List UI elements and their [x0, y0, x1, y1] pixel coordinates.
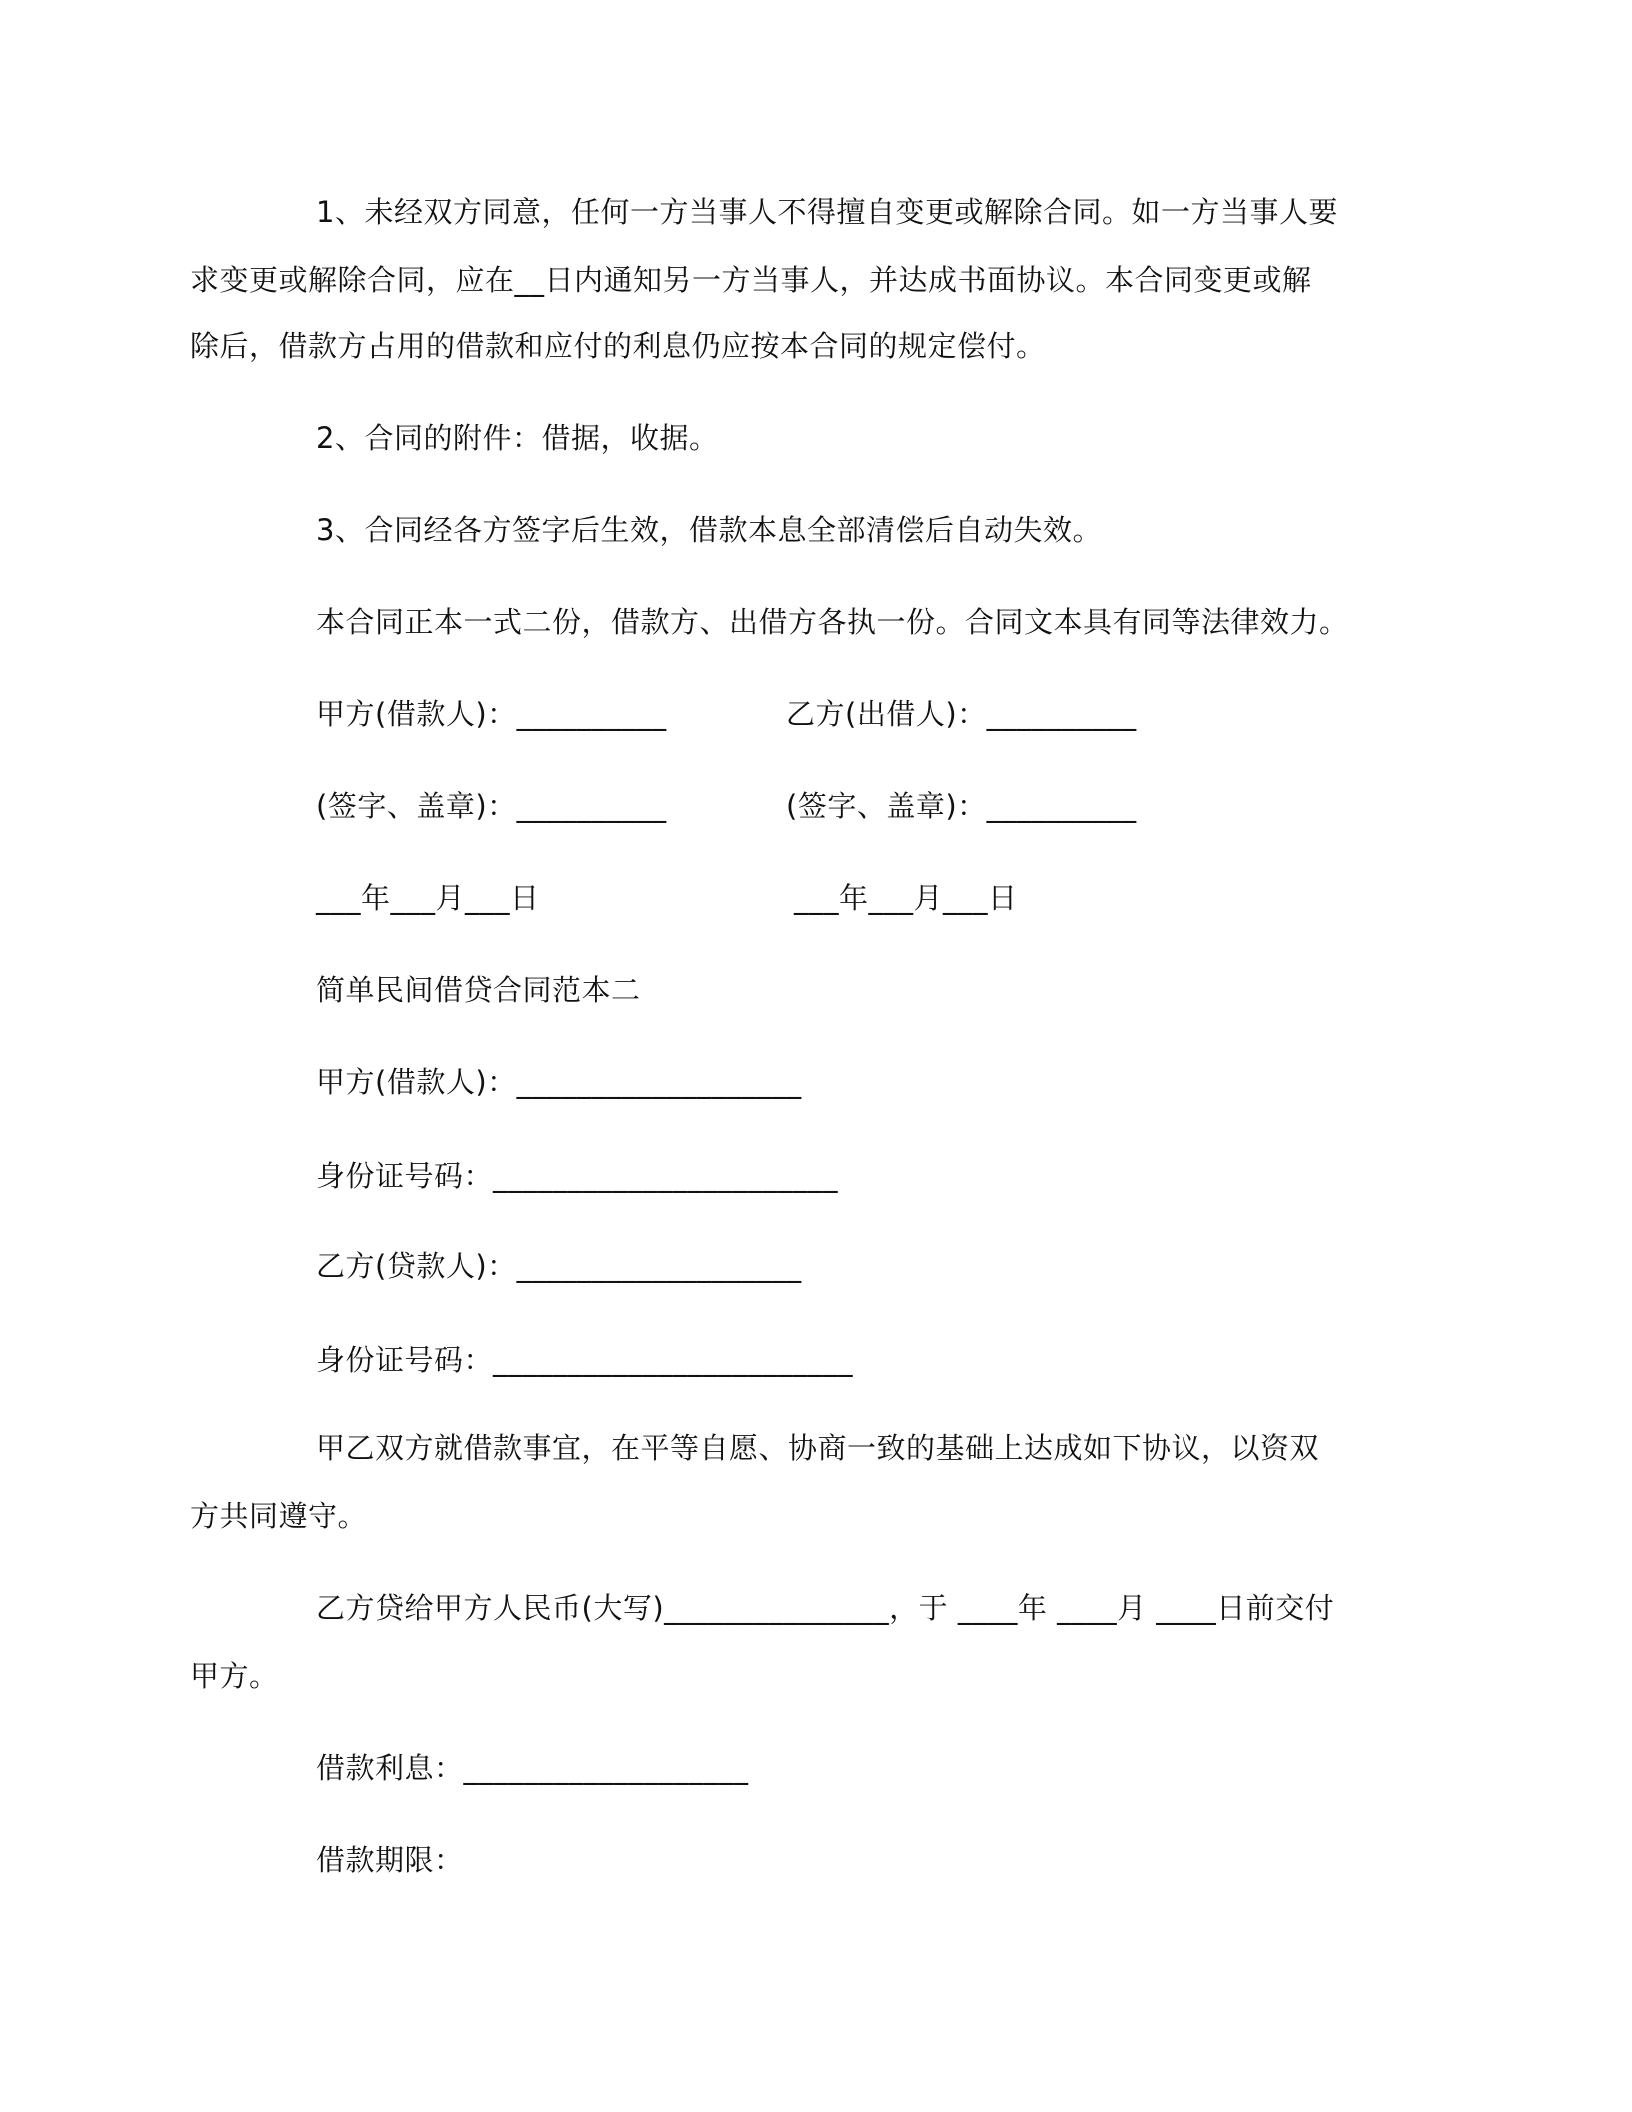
lender-id-field: 身份证号码：________________________ [316, 1343, 854, 1377]
interest-field: 借款利息：___________________ [316, 1751, 749, 1785]
signature-seal-b: (签字、盖章)：__________ [786, 789, 1137, 823]
borrower-id-field: 身份证号码：_______________________ [316, 1159, 839, 1193]
clause-2: 2、合同的附件：借据，收据。 [316, 421, 719, 455]
template-title: 简单民间借贷合同范本二 [316, 973, 641, 1007]
loan-line-1: 乙方贷给甲方人民币(大写)_______________，于 ____年 ____月 ____日前交付 [316, 1591, 1335, 1625]
borrower-field: 甲方(借款人)：___________________ [316, 1065, 802, 1099]
signature-party-b: 乙方(出借人)：__________ [786, 697, 1137, 731]
clause-1-line-2: 求变更或解除合同，应在__日内通知另一方当事人，并达成书面协议。本合同变更或解 [190, 263, 1312, 297]
agreement-line-1: 甲乙双方就借款事宜，在平等自愿、协商一致的基础上达成如下协议，以资双 [316, 1431, 1320, 1465]
loan-line-2: 甲方。 [190, 1659, 279, 1693]
lender-field: 乙方(贷款人)：___________________ [316, 1249, 802, 1283]
signature-party-a: 甲方(借款人)：__________ [316, 697, 667, 731]
clause-1-line-1: 1、未经双方同意，任何一方当事人不得擅自变更或解除合同。如一方当事人要 [316, 195, 1338, 229]
clause-1-line-3: 除后，借款方占用的借款和应付的利息仍应按本合同的规定偿付。 [190, 329, 1046, 363]
term-field: 借款期限： [316, 1843, 464, 1877]
signature-date-b: ___年___月___日 [794, 881, 1018, 915]
agreement-line-2: 方共同遵守。 [190, 1499, 368, 1533]
signature-date-a: ___年___月___日 [316, 881, 540, 915]
clause-3: 3、合同经各方签字后生效，借款本息全部清偿后自动失效。 [316, 513, 1102, 547]
copies-clause: 本合同正本一式二份，借款方、出借方各执一份。合同文本具有同等法律效力。 [316, 605, 1349, 639]
signature-seal-a: (签字、盖章)：__________ [316, 789, 667, 823]
